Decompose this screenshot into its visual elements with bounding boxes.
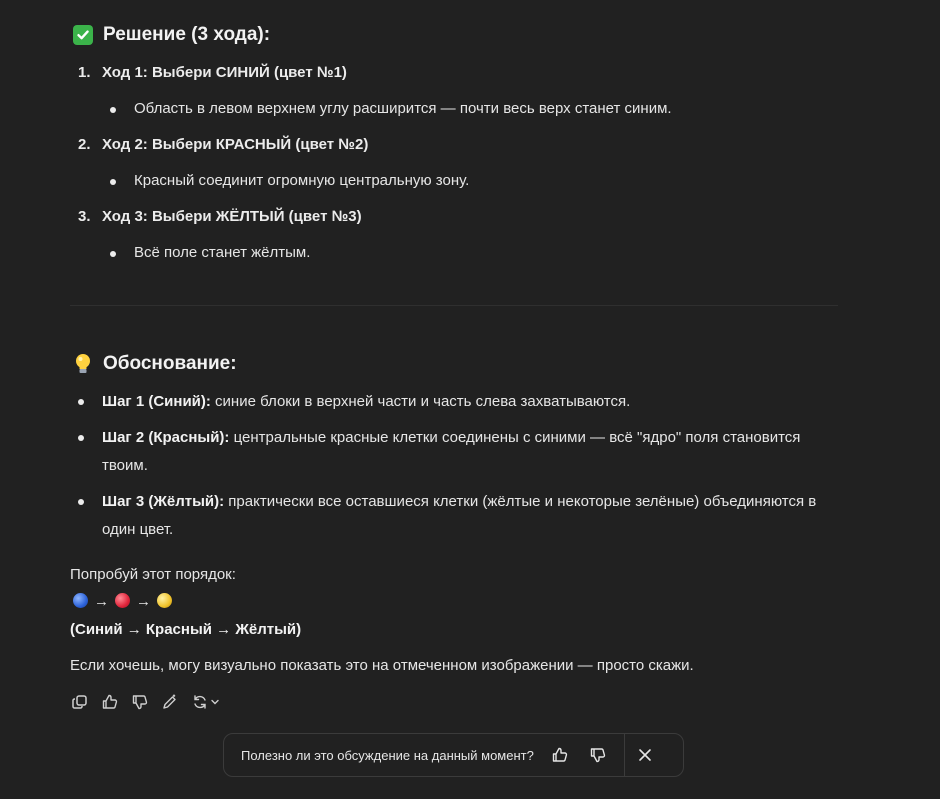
red-circle-icon bbox=[115, 593, 130, 608]
color-order-row: → → bbox=[73, 593, 172, 610]
step-3-title: 3. Ход 3: Выбери ЖЁЛТЫЙ (цвет №3) bbox=[78, 208, 362, 225]
feedback-divider bbox=[624, 733, 625, 777]
reason-item-2: Шаг 2 (Красный): центральные красные клетки соединены с синими — всё "ядро" поля становится твоим. bbox=[78, 424, 838, 480]
order-intro: Попробуй этот порядок: bbox=[70, 566, 236, 583]
reason-item-3: Шаг 3 (Жёлтый): практически все оставшиеся клетки (жёлтые и некоторые зелёные) объединяются в один цвет. bbox=[78, 488, 838, 544]
bullet bbox=[78, 399, 84, 405]
light-bulb-icon bbox=[73, 353, 93, 375]
bullet bbox=[110, 107, 116, 113]
step-2-detail: Красный соединит огромную центральную зону. bbox=[110, 172, 469, 189]
thumbs-down-icon[interactable] bbox=[130, 692, 150, 712]
reason-item-1: Шаг 1 (Синий): синие блоки в верхней части и часть слева захватываются. bbox=[78, 388, 838, 416]
thumbs-up-icon[interactable] bbox=[100, 692, 120, 712]
feedback-thumbs-up-icon[interactable] bbox=[548, 743, 572, 767]
feedback-banner bbox=[223, 733, 684, 777]
bullet bbox=[110, 251, 116, 257]
step-1-detail: Область в левом верхнем углу расширится — почти весь верх станет синим. bbox=[110, 100, 672, 117]
edit-icon[interactable] bbox=[160, 692, 180, 712]
check-mark-icon bbox=[73, 25, 93, 45]
solution-heading: Решение (3 хода): bbox=[73, 21, 270, 49]
bullet bbox=[78, 499, 84, 505]
feedback-thumbs-down-icon[interactable] bbox=[586, 743, 610, 767]
order-summary: (Синий → Красный → Жёлтый) bbox=[70, 621, 302, 638]
close-icon[interactable] bbox=[633, 743, 657, 767]
reasoning-heading: Обоснование: bbox=[73, 350, 237, 378]
regenerate-icon[interactable] bbox=[190, 692, 224, 712]
blue-circle-icon bbox=[73, 593, 88, 608]
feedback-question: Полезно ли это обсуждение на данный момент? bbox=[241, 747, 534, 763]
divider bbox=[70, 305, 838, 306]
message-actions bbox=[70, 692, 224, 712]
yellow-circle-icon bbox=[157, 593, 172, 608]
copy-icon[interactable] bbox=[70, 692, 90, 712]
bullet bbox=[110, 179, 116, 185]
step-1-title: 1. Ход 1: Выбери СИНИЙ (цвет №1) bbox=[78, 64, 347, 81]
bullet bbox=[78, 435, 84, 441]
step-2-title: 2. Ход 2: Выбери КРАСНЫЙ (цвет №2) bbox=[78, 136, 369, 153]
closing-text: Если хочешь, могу визуально показать это на отмеченном изображении — просто скажи. bbox=[70, 657, 694, 674]
step-3-detail: Всё поле станет жёлтым. bbox=[110, 244, 310, 261]
